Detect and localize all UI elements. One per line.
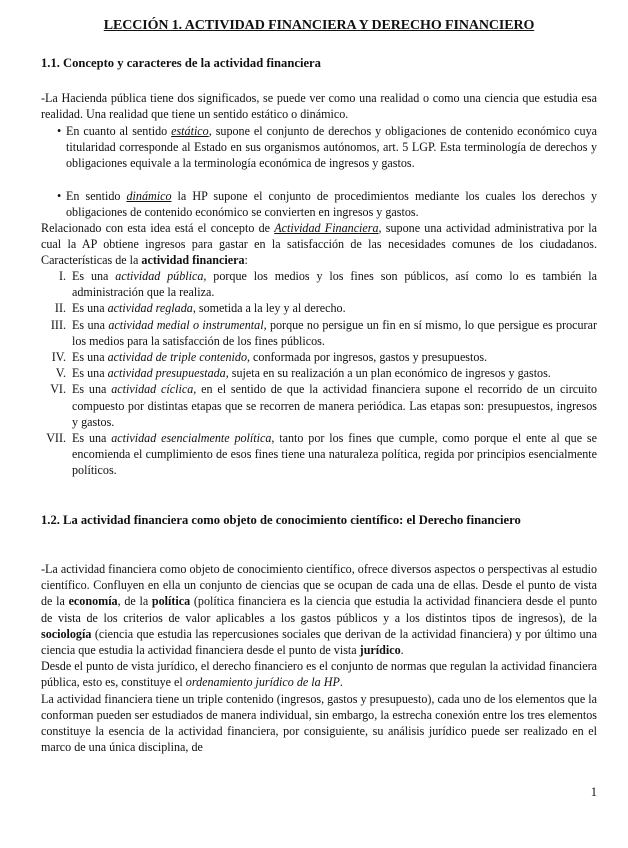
term-dinamico: dinámico [126,189,172,203]
term-estatico: estático [171,124,209,138]
term-actividad-financiera: Actividad Financiera [274,221,379,235]
bullet-text: En sentido dinámico la HP supone el conjunto de procedimientos mediante los cuales los derechos y obligaciones de contenido económico se convierten en ingresos y gastos. [66,189,597,220]
bullet-dot-icon: • [57,189,62,203]
document-page [41,0,597,848]
bullet-static [57,123,597,172]
lesson-title: LECCIÓN 1. ACTIVIDAD FINANCIERA Y DERECHO FINANCIERO [103,18,535,33]
paragraph-triple-content: La actividad financiera tiene un triple contenido (ingresos, gastos y presupuesto), cada uno de los elementos que la conforman pueden ser estudiados de manera individual, sin embargo, la estrecha conexión entre los tres elementos constituye la esencia de la actividad financiera, por consiguiente, su análisis jurídico puede ser realizado en el marco de una única disciplina, de [41,691,597,755]
bullet-dynamic [57,188,597,220]
section-2-body [41,561,597,755]
paragraph-legal-view: Desde el punto de vista jurídico, el derecho financiero es el conjunto de normas que regulan la actividad financiera pública, esto es, constituye el ordenamiento jurídico de la HP. [41,659,597,690]
section-1-heading: 1.1. Concepto y caracteres de la actividad financiera [41,56,321,70]
list-item: IV. Es una actividad de triple contenido, conformada por ingresos, gastos y presupuestos. [51,350,488,365]
paragraph-sciences: -La actividad financiera como objeto de conocimiento científico, ofrece diversos aspectos o perspectivas al estudio científico. Confluyen en ella un conjunto de ciencias que se ocupan de cada una de ellas. Desde el punto de vista de la economía, de la política (política financiera es la ciencia que estudia la actividad financiera desde el punto de vista de los criterios de valor aplicables a los gastos públicos y a los distintos tipos de ingresos), de la sociología (ciencia que estudia las repercusiones sociales que derivan de la actividad financiera) y por último una ciencia que estudia la actividad financiera desde el punto de vista jurídico. [41,562,597,658]
list-item: VII. Es una actividad esencialmente política, tanto por los fines que cumple, como porque el ente al que se encomienda el cumplimiento de esos fines tiene una naturaleza política, regida por principios esencialmente políticos. [46,431,598,478]
list-item: V. Es una actividad presupuestada, sujeta en su realización a un plan económico de ingresos y gastos. [55,366,551,381]
activity-definition: Relacionado con esta idea está el concepto de Actividad Financiera, supone una actividad administrativa por la cual la AP obtiene ingresos para gastar en la satisfacción de las necesidades comunes de los ciudadanos. Características de la actividad financiera: [41,221,597,268]
list-item: II. Es una actividad reglada, sometida a la ley y al derecho. [54,301,346,316]
section-2-heading: 1.2. La actividad financiera como objeto de conocimiento científico: el Derecho financiero [41,513,521,527]
bullet-dot-icon: • [57,124,62,138]
list-item: I. Es una actividad pública, porque los medios y los fines son públicos, así como lo es también la administración que la realiza. [58,269,597,300]
list-item: III. Es una actividad medial o instrumental, porque no persigue un fin en sí mismo, lo que persigue es procurar los medios para la satisfacción de los fines públicos. [50,317,597,348]
list-item: VI. Es una actividad cíclica, en el sentido de que la actividad financiera supone el recorrido de un circuito compuesto por distintas etapas que se recorren de manera periódica. Las etapas son: presupuestos, ingresos y gastos. [50,382,597,429]
section-1-intro: -La Hacienda pública tiene dos significados, se puede ver como una realidad o como una ciencia que estudia esa realidad. Una realidad que tiene un sentido estático o dinámico. [41,91,597,122]
bullet-text: En cuanto al sentido estático, supone el conjunto de derechos y obligaciones de contenido económico cuya titularidad corresponde al Estado en sus organismos autónomos, art. 5 LGP. Esta terminología de derechos y obligaciones equivale a la terminología económica de ingresos y gastos. [66,124,597,171]
page-number: 1 [590,785,597,799]
characteristics-list [41,268,597,479]
